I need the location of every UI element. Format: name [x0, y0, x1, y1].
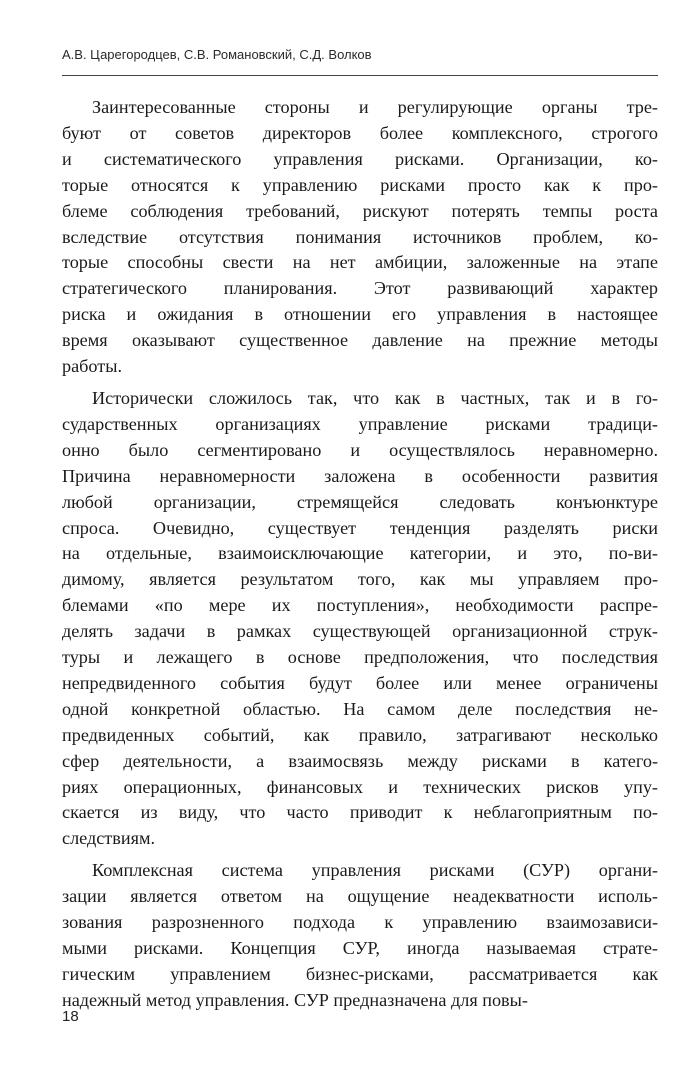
- text-line: следствиям.: [62, 828, 155, 849]
- text-line: риска и ожидания в отношении его управления в настоящее: [62, 304, 658, 325]
- text-line: одной конкретной областью. На самом деле последствия не-: [62, 698, 658, 719]
- text-line: делять задачи в рамках существующей организационной струк-: [62, 621, 658, 642]
- text-line: и систематического управления рисками. Организации, ко-: [62, 148, 658, 169]
- text-line: вследствие отсутствия понимания источников проблем, ко-: [62, 226, 658, 247]
- text-line: Комплексная система управления рисками (СУР) органи-: [92, 860, 658, 881]
- text-line: на отдельные, взаимоисключающие категории, и это, по-ви-: [62, 543, 658, 564]
- text-line: онно было сегментировано и осуществлялось неравномерно.: [62, 439, 658, 460]
- text-line: зации является ответом на ощущение неадекватности исполь-: [62, 886, 658, 907]
- header-rule: [62, 75, 658, 76]
- text-line: Исторически сложилось так, что как в частных, так и в го-: [92, 387, 658, 408]
- text-line: надежный метод управления. СУР предназначена для повы-: [62, 989, 528, 1010]
- text-line: скается из виду, что часто приводит к неблагоприятным по-: [62, 802, 658, 823]
- text-line: сударственных организациях управление рисками традици-: [62, 413, 658, 434]
- paragraph: [62, 386, 658, 852]
- text-line: Причина неравномерности заложена в особенности развития: [62, 465, 658, 486]
- text-line: спроса. Очевидно, существует тенденция разделять риски: [62, 517, 658, 538]
- text-line: мыми рисками. Концепция СУР, иногда называемая страте-: [62, 938, 658, 958]
- text-line: предвиденных событий, как правило, затрагивают несколько: [62, 724, 658, 745]
- text-line: торые относятся к управлению рисками просто как к про-: [62, 174, 658, 195]
- paragraph: [62, 858, 658, 1013]
- text-line: риях операционных, финансовых и технических рисков упу-: [62, 776, 658, 797]
- text-line: время оказывают существенное давление на прежние методы: [62, 330, 658, 351]
- text-line: непредвиденного события будут более или менее ограничены: [62, 672, 658, 693]
- text-line: торые способны свести на нет амбиции, заложенные на этапе: [62, 252, 658, 273]
- text-line: работы.: [62, 356, 122, 377]
- page-number: 18: [62, 1008, 79, 1025]
- text-line: блеме соблюдения требований, рискуют потерять темпы роста: [62, 200, 658, 221]
- text-line: любой организации, стремящейся следовать конъюнктуре: [62, 491, 658, 512]
- paragraph: [62, 95, 658, 380]
- text-line: Заинтересованные стороны и регулирующие органы тре-: [92, 97, 658, 117]
- text-line: туры и лежащего в основе предположения, что последствия: [62, 647, 658, 668]
- text-line: буют от советов директоров более комплексного, строгого: [62, 122, 658, 143]
- text-line: сфер деятельности, а взаимосвязь между рисками в катего-: [62, 750, 658, 771]
- running-head-authors: А.В. Царегородцев, С.В. Романовский, С.Д. Волков: [62, 47, 372, 62]
- text-line: стратегического планирования. Этот развивающий характер: [62, 278, 658, 299]
- text-line: гическим управлением бизнес-рисками, рассматривается как: [62, 963, 658, 984]
- text-line: блемами «по мере их поступления», необходимости распре-: [62, 595, 658, 616]
- text-line: зования разрозненного подхода к управлению взаимозависи-: [62, 912, 658, 933]
- text-line: димому, является результатом того, как мы управляем про-: [62, 569, 658, 590]
- body-text: [62, 95, 658, 1020]
